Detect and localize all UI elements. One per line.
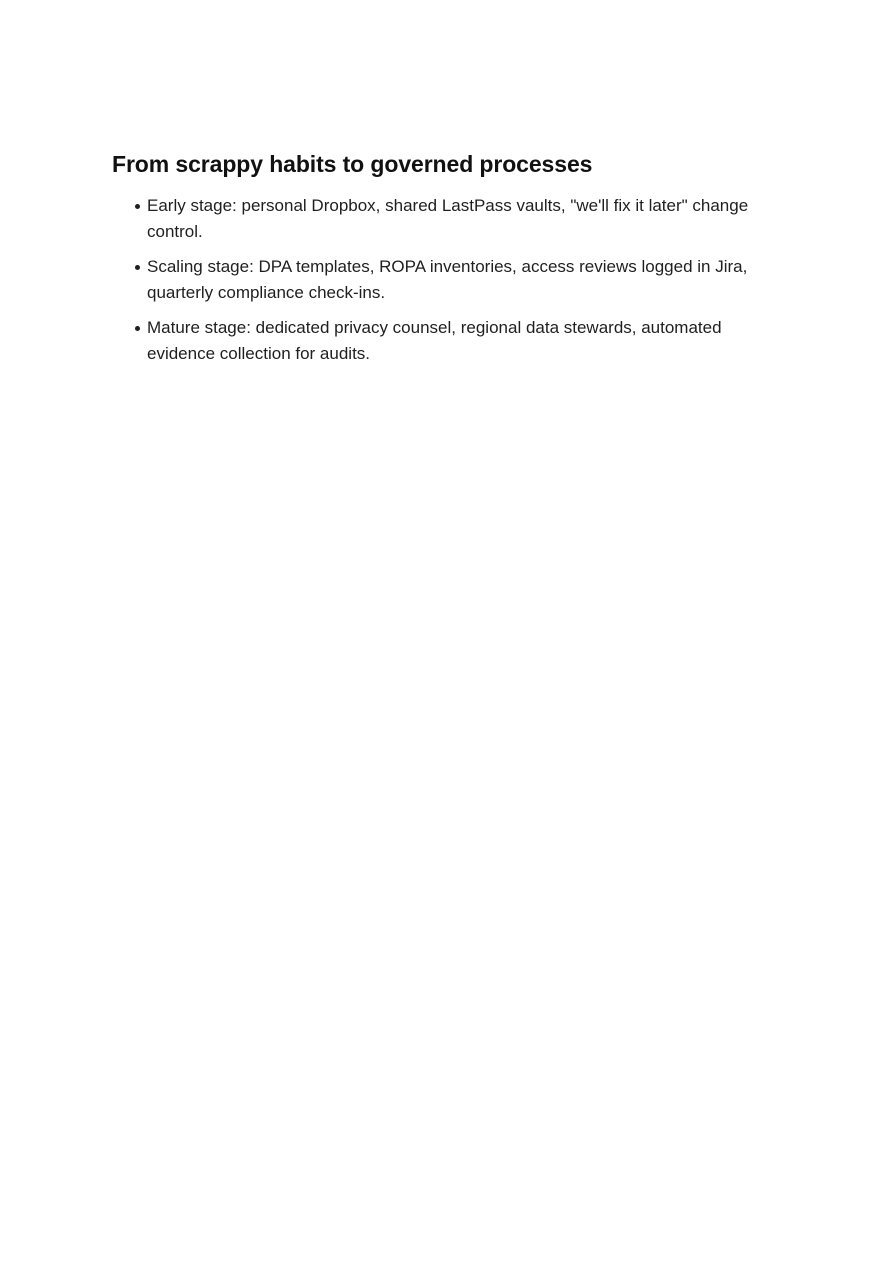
page-title: From scrappy habits to governed processes — [112, 151, 593, 177]
bullet-list — [112, 193, 783, 368]
list-item: Scaling stage: DPA templates, ROPA inventories, access reviews logged in Jira, quarterly compliance check-ins. — [112, 254, 783, 307]
list-item: Mature stage: dedicated privacy counsel, regional data stewards, automated evidence collection for audits. — [112, 315, 783, 368]
list-item: Early stage: personal Dropbox, shared LastPass vaults, "we'll fix it later" change control. — [112, 193, 783, 246]
